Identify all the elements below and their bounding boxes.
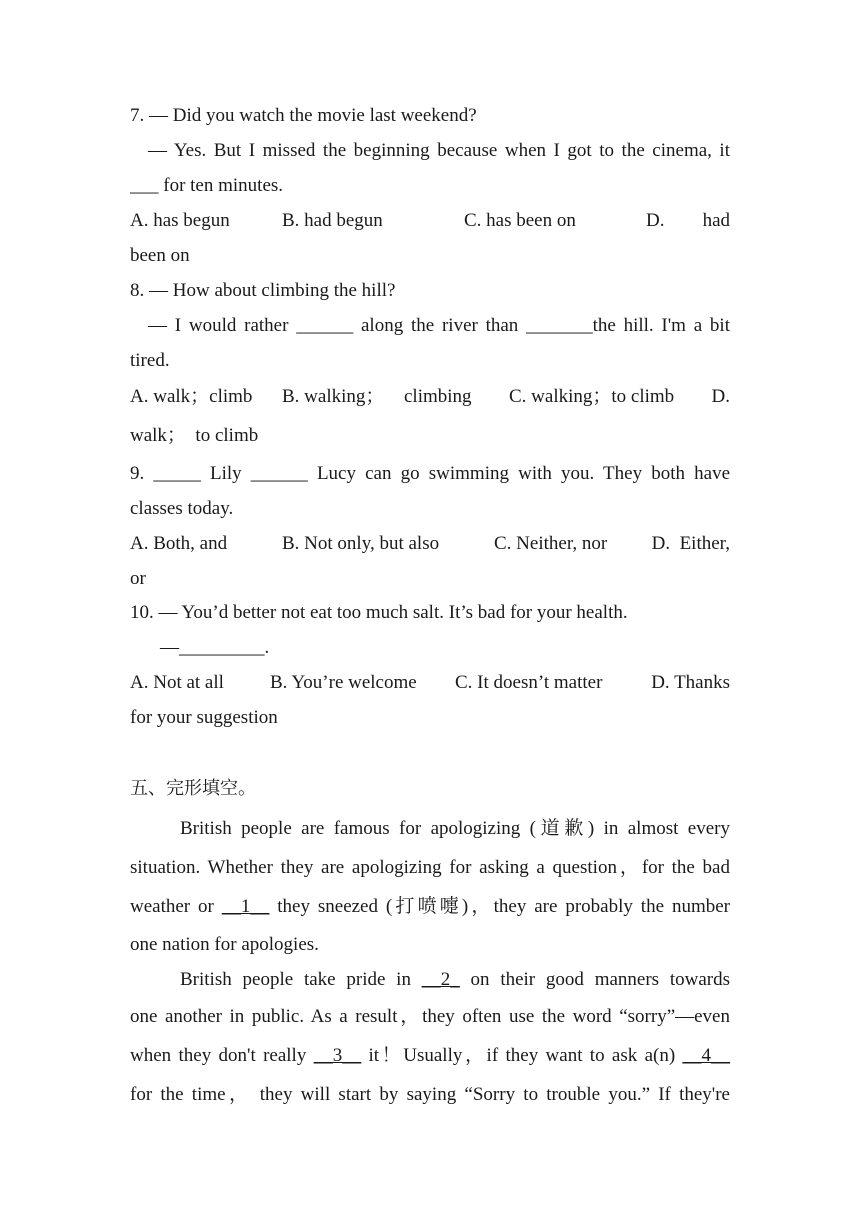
passage-line [180, 968, 730, 992]
q10-option-b: B. You’re welcome [270, 672, 417, 693]
q8-option-c: C. walking；to climb [509, 386, 675, 407]
q9-option-d-continued: or [130, 568, 146, 589]
q7-option-d-continued: been on [130, 245, 190, 266]
passage-text: weather or [130, 896, 214, 917]
blank-2: __2_ [421, 969, 460, 990]
q8-options [130, 385, 730, 409]
q8-option-d-label: D. [711, 386, 730, 407]
q7-option-c: C. has been on [464, 210, 576, 231]
q9-stem-line1: 9. _____ Lily ______ Lucy can go swimming with you. They both have [130, 463, 730, 484]
q10-option-c: C. It doesn’t matter [455, 672, 603, 693]
q9-option-c: C. Neither, nor [494, 533, 608, 554]
q7-option-d-text: had [702, 210, 730, 231]
passage-line: British people are famous for apologizing (道歉) in almost every [180, 818, 730, 839]
q9-option-d: D. Either, [651, 533, 730, 554]
passage-text: on their good manners towards [470, 969, 730, 990]
q9-option-b: B. Not only, but also [282, 533, 440, 554]
q10-options [130, 671, 730, 695]
q7-stem: 7. — Did you watch the movie last weekend? [130, 105, 477, 126]
q8-stem: 8. — How about climbing the hill? [130, 280, 396, 301]
q8-option-b-word: climbing [404, 386, 472, 407]
q10-option-d: D. Thanks [651, 672, 730, 693]
q7-option-a: A. has begun [130, 210, 230, 231]
passage-text: when they don't really [130, 1045, 307, 1066]
q8-option-d-text: walk； to climb [130, 425, 259, 446]
passage-line [130, 895, 730, 919]
q9-option-a: A. Both, and [130, 533, 228, 554]
q8-option-b: B. walking； [282, 386, 385, 407]
q8-reply-line1: — I would rather ______ along the river than _______the hill. I'm a bit [148, 315, 730, 336]
q9-stem-line2: classes today. [130, 498, 234, 519]
q7-option-d-label: D. [646, 210, 665, 231]
passage-line: for the time， they will start by saying “Sorry to trouble you.” If they're [130, 1084, 730, 1105]
q7-options [130, 209, 730, 233]
q10-reply: —_________. [160, 637, 270, 658]
passage-line [130, 1044, 730, 1068]
q7-reply-line2: ___ for ten minutes. [130, 175, 284, 196]
q7-option-b: B. had begun [282, 210, 383, 231]
passage-text: they sneezed (打喷嚏)，they are probably the number [277, 896, 730, 917]
q10-option-d-continued: for your suggestion [130, 707, 278, 728]
blank-1: __1__ [221, 896, 270, 917]
q9-options [130, 532, 730, 556]
passage-line: one nation for apologies. [130, 934, 319, 955]
q7-reply-line1: — Yes. But I missed the beginning because when I got to the cinema, it [148, 140, 730, 161]
q8-option-a: A. walk；climb [130, 386, 253, 407]
passage-line: situation. Whether they are apologizing for asking a question，for the bad [130, 857, 730, 878]
passage-line: one another in public. As a result，they often use the word “sorry”—even [130, 1006, 730, 1027]
passage-text: British people take pride in [180, 969, 411, 990]
q8-reply-line2: tired. [130, 350, 170, 371]
passage-text: it！Usually，if they want to ask a(n) [368, 1045, 676, 1066]
section-heading: 五、完形填空。 [130, 778, 256, 799]
blank-4: __4__ [682, 1045, 731, 1066]
q10-stem: 10. — You’d better not eat too much salt. It’s bad for your health. [130, 602, 628, 623]
blank-3: __3__ [313, 1045, 362, 1066]
q10-option-a: A. Not at all [130, 672, 224, 693]
